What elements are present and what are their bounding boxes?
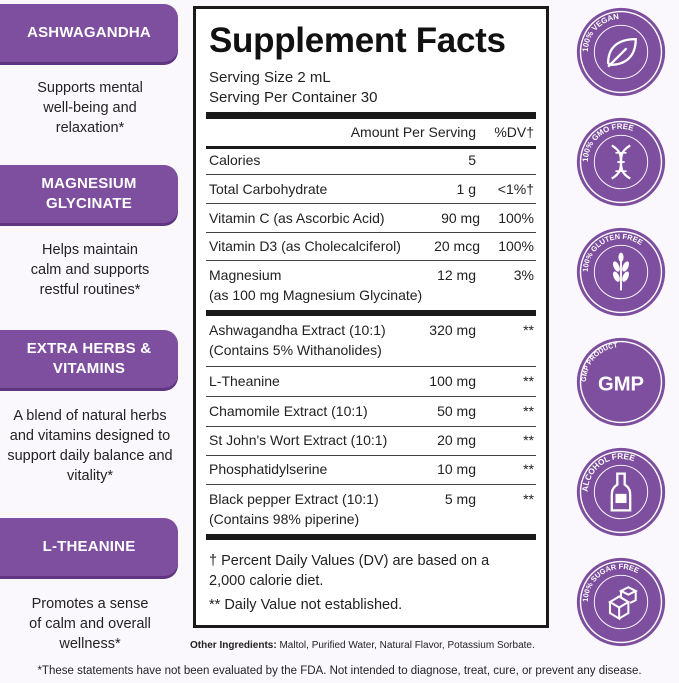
servings-per-container: Serving Per Container 30 xyxy=(209,89,378,106)
nutrient-amount: 5 mg xyxy=(444,491,476,507)
nutrient-dv: 100% xyxy=(498,238,534,254)
footnote-dv: † Percent Daily Values (DV) are based on a xyxy=(209,553,490,569)
nutrient-amount: 90 mg xyxy=(441,210,480,226)
nutrient-amount: 1 g xyxy=(456,181,476,197)
seal-text: ALCOHOL FREE xyxy=(580,451,637,493)
nutrient-amount: 5 xyxy=(468,152,476,168)
nutrient-name: Vitamin D3 (as Cholecalciferol) xyxy=(209,238,401,254)
feature-badge-herbs: EXTRA HERBS & VITAMINS xyxy=(0,330,178,388)
dv-header: %DV† xyxy=(494,124,534,140)
gmp-seal xyxy=(575,336,667,428)
nutrient-amount: 20 mcg xyxy=(434,238,480,254)
nutrient-dv: ** xyxy=(523,373,534,389)
seal-text: 100% SUGAR FREE xyxy=(580,561,641,603)
nutrient-subname: (as 100 mg Magnesium Glycinate) xyxy=(209,287,423,303)
nutrient-dv: 3% xyxy=(513,267,534,283)
seal-text: 100% GLUTEN FREE xyxy=(580,231,645,273)
row-divider xyxy=(206,396,536,397)
gmo-free-seal xyxy=(575,116,667,208)
row-divider xyxy=(206,203,536,204)
seal-text: GMP PRODUCT xyxy=(580,342,619,383)
thick-rule xyxy=(206,534,536,540)
serving-size: Serving Size 2 mL xyxy=(209,69,331,86)
nutrient-name: L-Theanine xyxy=(209,373,280,389)
other-ingredients-label: Other Ingredients: xyxy=(190,640,277,651)
nutrient-amount: 12 mg xyxy=(437,267,476,283)
medium-rule xyxy=(206,146,536,149)
nutrient-dv: ** xyxy=(523,403,534,419)
alcohol-free-seal xyxy=(575,446,667,538)
nutrient-amount: 320 mg xyxy=(429,322,476,338)
row-divider xyxy=(206,366,536,367)
nutrient-dv: ** xyxy=(523,461,534,477)
fda-disclaimer: *These statements have not been evaluated by the FDA. Not intended to diagnose, treat, cure, or prevent any disease. xyxy=(37,665,642,677)
nutrient-subname: (Contains 5% Withanolides) xyxy=(209,342,382,358)
vegan-seal xyxy=(575,6,667,98)
feature-desc-theanine: Promotes a sense of calm and overall wellness* xyxy=(29,596,151,652)
feature-desc-herbs: A blend of natural herbs and vitamins designed to support daily balance and vitality* xyxy=(7,408,173,484)
supplement-facts-panel xyxy=(193,6,549,628)
feature-badge-magnesium: MAGNESIUM GLYCINATE xyxy=(0,165,178,223)
nutrient-name: Vitamin C (as Ascorbic Acid) xyxy=(209,210,385,226)
nutrient-name: Total Carbohydrate xyxy=(209,181,328,197)
nutrient-subname: (Contains 98% piperine) xyxy=(209,511,360,527)
nutrient-amount: 50 mg xyxy=(437,403,476,419)
feature-badge-ashwagandha: ASHWAGANDHA xyxy=(0,4,178,62)
row-divider xyxy=(206,260,536,261)
nutrient-name: Chamomile Extract (10:1) xyxy=(209,403,368,419)
gluten-free-seal xyxy=(575,226,667,318)
row-divider xyxy=(206,232,536,233)
nutrient-dv: ** xyxy=(523,491,534,507)
nutrient-name: Ashwagandha Extract (10:1) xyxy=(209,322,386,338)
nutrient-dv: ** xyxy=(523,432,534,448)
seal-text: 100% VEGAN xyxy=(580,11,620,53)
nutrient-dv: 100% xyxy=(498,210,534,226)
nutrient-dv: ** xyxy=(523,322,534,338)
nutrient-name: Black pepper Extract (10:1) xyxy=(209,491,379,507)
thick-rule xyxy=(206,310,536,316)
thick-rule xyxy=(206,112,536,119)
footnote-no-dv: ** Daily Value not established. xyxy=(209,597,403,613)
footnote-dv-2: 2,000 calorie diet. xyxy=(209,573,324,589)
row-divider xyxy=(206,174,536,175)
row-divider xyxy=(206,426,536,427)
nutrient-name: St John's Wort Extract (10:1) xyxy=(209,432,388,448)
feature-desc-ashwagandha: Supports mental well-being and relaxation* xyxy=(37,80,143,136)
nutrient-amount: 20 mg xyxy=(437,432,476,448)
seal-text: 100% GMO FREE xyxy=(580,121,635,163)
nutrient-amount: 10 mg xyxy=(437,461,476,477)
nutrient-name: Magnesium xyxy=(209,267,282,283)
row-divider xyxy=(206,484,536,485)
feature-desc-magnesium: Helps maintain calm and supports restful routines* xyxy=(30,242,150,298)
nutrient-name: Calories xyxy=(209,152,261,168)
facts-title: Supplement Facts xyxy=(209,21,506,60)
gmp-icon: GMP xyxy=(597,373,645,396)
nutrient-dv: <1%† xyxy=(497,181,534,197)
feature-badge-theanine: L-THEANINE xyxy=(0,518,178,576)
other-ingredients xyxy=(190,640,535,651)
sugar-free-seal xyxy=(575,556,667,648)
row-divider xyxy=(206,455,536,456)
amount-header: Amount Per Serving xyxy=(350,124,476,140)
other-ingredients-value: Maltol, Purified Water, Natural Flavor, Potassium Sorbate. xyxy=(276,640,535,651)
nutrient-name: Phosphatidylserine xyxy=(209,461,328,477)
nutrient-amount: 100 mg xyxy=(429,373,476,389)
